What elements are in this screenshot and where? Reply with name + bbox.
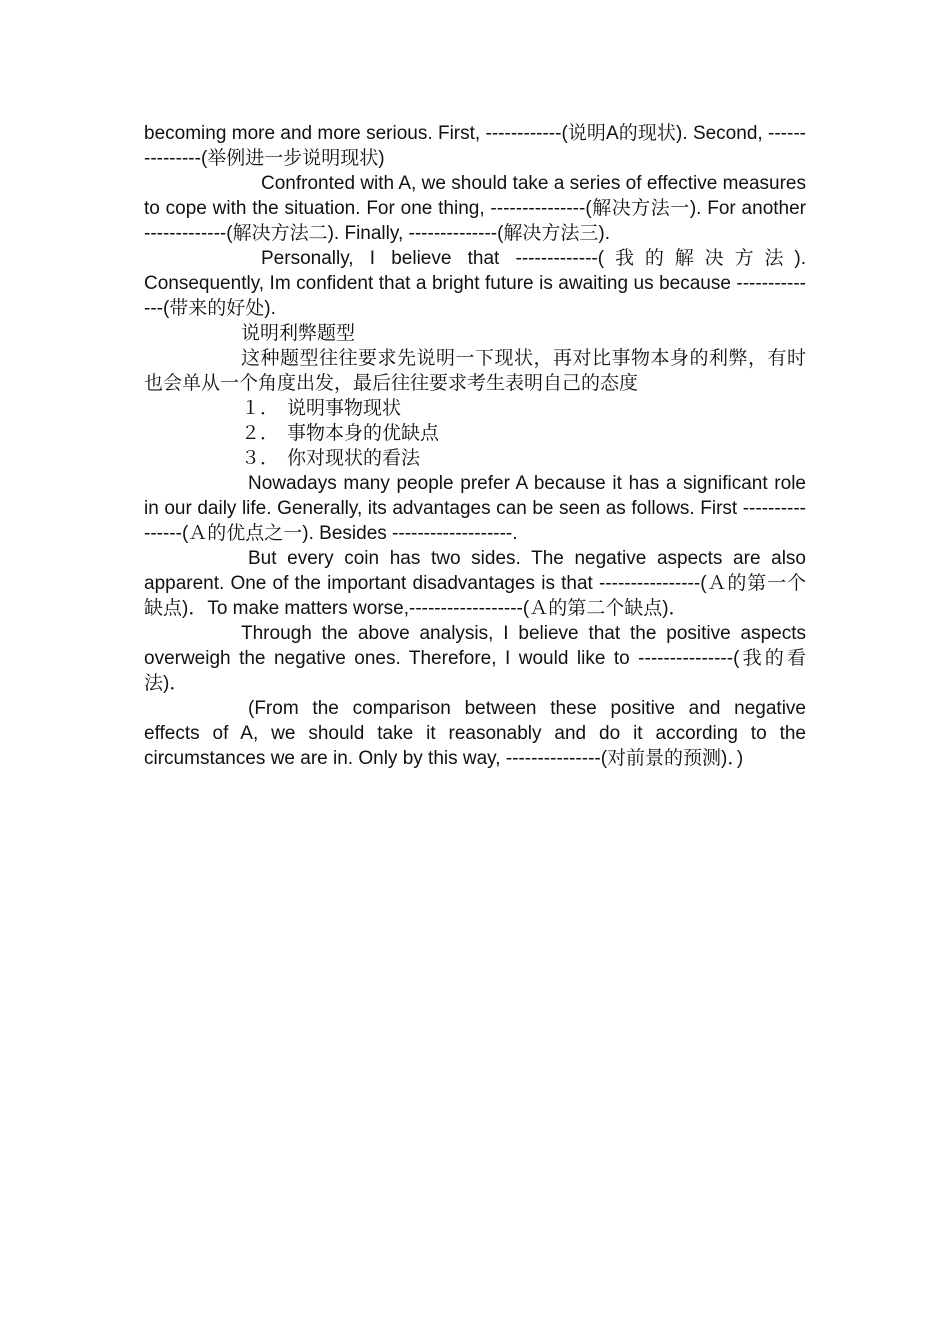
outline-text: 你对现状的看法 bbox=[287, 448, 421, 469]
paragraph-alternative-conclusion: (From the comparison between these positive and negative effects of A, we should take it reasonably and do it according to the circumstances we are in. Only by this way, ---------------(对前景的预测)．) bbox=[144, 698, 806, 769]
outline-text: 事物本身的优缺点 bbox=[287, 423, 440, 444]
paragraph-advantages: Nowadays many people prefer A because it has a significant role in our daily life. Generally, its advantages can be seen as follows. First ----------------(Ａ的优点之一). Besides -------------------. bbox=[144, 473, 806, 544]
outline-item bbox=[144, 421, 806, 446]
paragraph-personal-view: Personally, I believe that -------------(我的解决方法). Consequently, Im confident that a bright future is awaiting us because --------------(带来的好处). bbox=[144, 248, 806, 319]
document-body bbox=[144, 121, 806, 771]
outline-item bbox=[144, 396, 806, 421]
section-intro: 这种题型往往要求先说明一下现状，再对比事物本身的利弊，有时也会单从一个角度出发，最后往往要求考生表明自己的态度 bbox=[144, 348, 806, 394]
paragraph-conclusion: Through the above analysis, I believe that the positive aspects overweigh the negative ones. Therefore, I would like to ---------------(我的看法)． bbox=[144, 623, 806, 694]
outline-number: ２． bbox=[241, 423, 280, 444]
section-heading: 说明利弊题型 bbox=[241, 323, 356, 344]
outline-number: ３． bbox=[241, 448, 280, 469]
outline-text: 说明事物现状 bbox=[287, 398, 402, 419]
paragraph-disadvantages: But every coin has two sides. The negative aspects are also apparent. One of the important disadvantages is that ----------------(Ａ的第一个缺点)．To make matters worse,------------------(Ａ的第二个缺点)． bbox=[144, 548, 806, 619]
paragraph-current-situation: becoming more and more serious. First, ------------(说明A的现状). Second, ---------------(举例进一步说明现状) bbox=[144, 123, 806, 169]
outline-item bbox=[144, 446, 806, 471]
paragraph-solutions: Confronted with A, we should take a series of effective measures to cope with the situation. For one thing, ---------------(解决方法一). For another -------------(解决方法二). Finally, --------------(解决方法三). bbox=[144, 173, 806, 244]
outline-number: １． bbox=[241, 398, 280, 419]
